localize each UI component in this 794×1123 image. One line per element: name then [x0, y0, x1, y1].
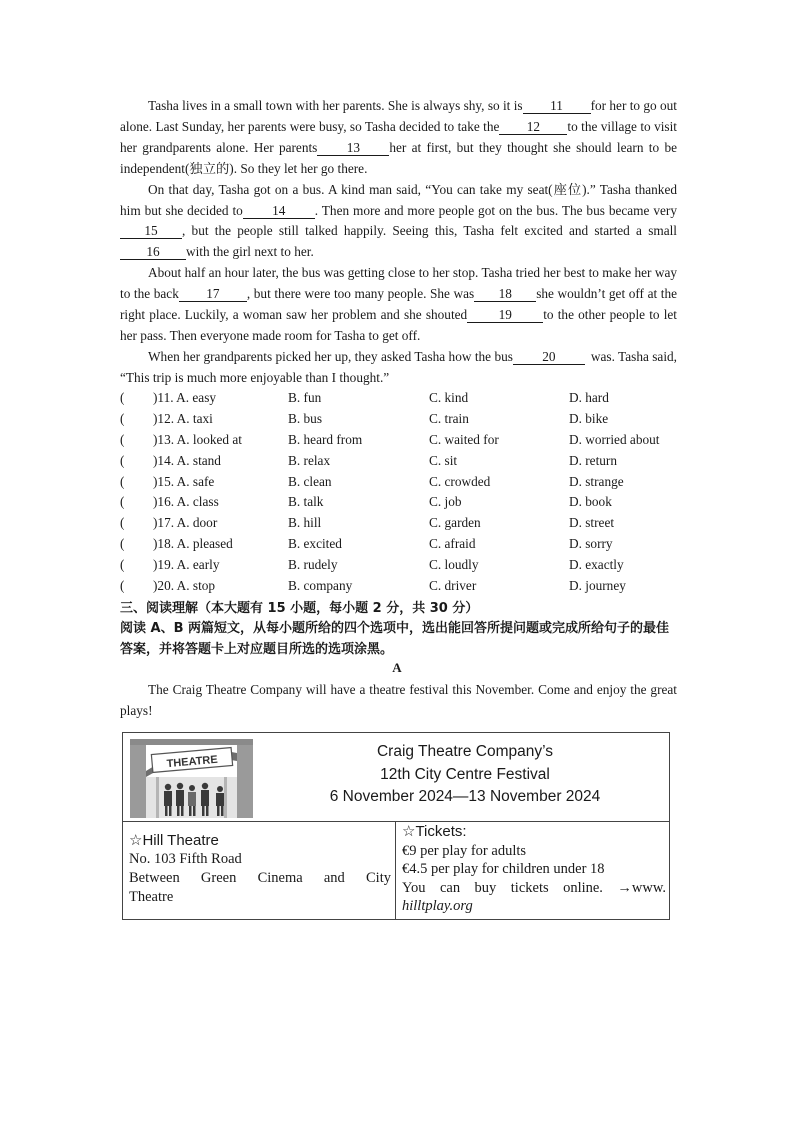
answer-paren: (	[120, 452, 125, 468]
sign-text: THEATRE	[166, 753, 219, 771]
part-a-intro: The Craig Theatre Company will have a theatre festival this November. Come and enjoy the great plays!	[120, 682, 677, 718]
text: About half an hour later, the bus was getting close to her stop. Tasha tried her best to make her way to the back	[120, 265, 677, 302]
section-title: 三、阅读理解（本大题有 15 小题，每小题 2 分，共 30 分）	[120, 601, 479, 616]
option-a: )19. A. early	[153, 557, 220, 573]
option-b: B. heard from	[288, 431, 363, 447]
option-c: C. kind	[429, 390, 469, 405]
paragraph-3	[120, 263, 677, 347]
option-b: B. rudely	[288, 557, 338, 573]
answer-paren: (	[120, 557, 125, 573]
part-label: A	[392, 660, 402, 675]
option-a: )13. A. looked at	[153, 431, 243, 447]
option-d: D. street	[569, 515, 615, 531]
venue-name: ☆Hill Theatre	[129, 832, 219, 849]
divider	[395, 821, 396, 919]
option-c: C. train	[429, 410, 469, 426]
venue-location-cont: Theatre	[129, 889, 174, 905]
option-c: C. garden	[429, 515, 481, 531]
divider	[123, 821, 669, 822]
option-b: B. relax	[288, 452, 331, 468]
blank-11: 11	[523, 98, 591, 114]
tickets-online: You can buy tickets online. →www.	[402, 879, 666, 896]
option-d: D. hard	[569, 390, 609, 405]
venue-location: Between Green Cinema and City	[129, 870, 391, 886]
festival-name: 12th City Centre Festival	[380, 765, 550, 783]
option-row-17	[120, 513, 690, 534]
option-row-11	[120, 388, 690, 409]
tickets-url: hilltplay.org	[402, 898, 473, 914]
option-b: B. hill	[288, 515, 322, 531]
text: to the other people to let her pass. Then everyone made room for Tasha to get off.	[120, 307, 678, 343]
text: to the village to visit her grandparents alone. Her parents	[120, 118, 677, 155]
answer-paren: (	[120, 473, 125, 489]
blank-15: 15	[120, 223, 182, 239]
option-a: )14. A. stand	[153, 452, 221, 468]
answer-paren: (	[120, 410, 125, 426]
answer-paren: (	[120, 515, 125, 531]
blank-18: 18	[474, 286, 536, 302]
option-d: D. book	[569, 494, 612, 510]
option-b: B. bus	[288, 410, 322, 426]
answer-paren: (	[120, 536, 125, 552]
option-c: C. driver	[429, 578, 477, 594]
text: her at first, but they thought she should learn to be independent(独立的). So they let her go there.	[120, 139, 677, 176]
blank-20: 20	[513, 349, 585, 365]
option-row-13	[120, 430, 690, 451]
option-d: D. return	[569, 452, 617, 468]
option-a: )16. A. class	[153, 494, 219, 510]
paragraph-2	[120, 180, 677, 264]
option-d: D. sorry	[569, 536, 613, 552]
tickets-children: €4.5 per play for children under 18	[402, 861, 605, 877]
answer-paren: (	[120, 494, 125, 510]
option-b: B. clean	[288, 473, 332, 489]
option-c: C. waited for	[429, 431, 499, 447]
blank-17: 17	[179, 286, 247, 302]
paragraph-4	[120, 347, 677, 389]
answer-paren: (	[120, 390, 125, 405]
answer-paren: (	[120, 578, 125, 594]
option-row-12	[120, 409, 690, 430]
option-a: )12. A. taxi	[153, 410, 213, 426]
venue-address: No. 103 Fifth Road	[129, 851, 242, 867]
blank-14: 14	[243, 203, 315, 219]
option-a: )11. A. easy	[153, 390, 217, 405]
text: for her to go out alone. Last Sunday, her parents were busy, so Tasha decided to take the	[120, 98, 677, 134]
section-instructions: 阅读 A、B 两篇短文，从每小题所给的四个选项中，选出能回答所提问题或完成所给句子的最佳答案，并将答题卡上对应题目所选的选项涂黑。	[120, 621, 670, 657]
option-row-18	[120, 534, 690, 555]
option-b: B. talk	[288, 494, 324, 510]
option-a: )15. A. safe	[153, 473, 215, 489]
blank-12: 12	[499, 119, 567, 135]
text: was. Tasha said, “This trip is much more enjoyable than I thought.”	[120, 348, 677, 385]
option-b: B. excited	[288, 536, 342, 552]
text: Tasha lives in a small town with her parents. She is always shy, so it is	[148, 98, 523, 113]
theatre-illustration	[128, 737, 255, 818]
festival-company: Craig Theatre Company’s	[376, 743, 554, 760]
text: When her grandparents picked her up, they asked Tasha how the bus	[148, 348, 513, 364]
option-c: C. loudly	[429, 557, 479, 573]
option-c: C. afraid	[429, 536, 476, 552]
option-row-20	[120, 576, 690, 597]
blank-19: 19	[467, 307, 543, 323]
option-row-16	[120, 492, 690, 513]
tickets-adults: €9 per play for adults	[402, 842, 527, 859]
blank-13: 13	[317, 140, 389, 156]
text: she wouldn’t get off at the right place. Luckily, a woman saw her problem and she shouted	[120, 286, 677, 323]
tickets-info	[402, 823, 666, 916]
text: On that day, Tasha got on a bus. A kind man said, “You can take my seat(座位).” Tasha thanked him but she decided to	[120, 181, 677, 218]
option-d: D. bike	[569, 410, 609, 426]
tickets-heading: ☆Tickets:	[402, 823, 467, 840]
option-d: D. exactly	[569, 557, 624, 573]
venue-info	[129, 831, 391, 907]
options-list	[120, 388, 690, 597]
option-row-14	[120, 451, 690, 472]
option-c: C. crowded	[429, 473, 491, 489]
text: with the girl next to her.	[186, 244, 314, 260]
festival-dates: 6 November 2024—13 November 2024	[329, 788, 601, 805]
festival-ad	[122, 732, 670, 920]
paragraph-1	[120, 96, 677, 180]
text: , but there were too many people. She was	[246, 286, 475, 302]
option-a: )17. A. door	[153, 515, 218, 531]
festival-title	[268, 741, 662, 809]
text: . Then more and more people got on the bus. The bus became very	[314, 202, 677, 218]
blank-16: 16	[120, 244, 186, 260]
option-d: D. strange	[569, 473, 624, 489]
answer-paren: (	[120, 431, 125, 447]
option-d: D. worried about	[569, 431, 660, 447]
option-b: B. fun	[288, 390, 322, 405]
option-a: )20. A. stop	[153, 578, 216, 594]
option-b: B. company	[288, 578, 353, 594]
option-c: C. sit	[429, 452, 458, 468]
option-row-15	[120, 472, 690, 493]
option-a: )18. A. pleased	[153, 536, 233, 552]
text: , but the people still talked happily. Seeing this, Tasha felt excited and started a small	[182, 223, 677, 239]
option-d: D. journey	[569, 578, 626, 594]
option-c: C. job	[429, 494, 462, 510]
cloze-passage	[120, 96, 677, 389]
option-row-19	[120, 555, 690, 576]
